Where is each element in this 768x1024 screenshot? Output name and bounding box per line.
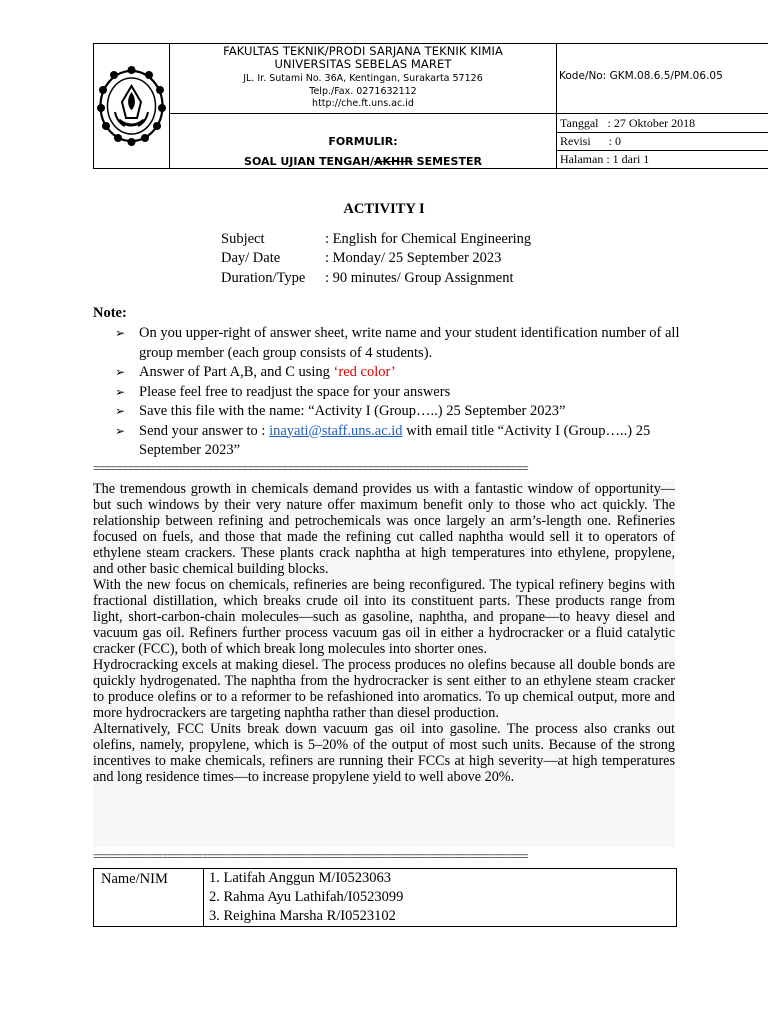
note-item: ➢ Send your answer to : inayati@staff.uns.ac.id with email title “Activity I (Group…..) 25 September 2023” bbox=[115, 422, 651, 458]
website: http://che.ft.uns.ac.id bbox=[312, 98, 414, 109]
member-entry[interactable]: 3. Reighina Marsha R/I0523102 bbox=[209, 908, 396, 924]
name-nim-label: Name/NIM bbox=[101, 871, 168, 887]
document-revision: Revisi : 0 bbox=[560, 134, 622, 148]
form-title bbox=[170, 132, 556, 172]
exam-title: SOAL UJIAN TENGAH/AKHIR SEMESTER bbox=[244, 155, 482, 168]
group-members-table bbox=[93, 868, 677, 927]
member-entry[interactable]: 1. Latifah Anggun M/I0523063 bbox=[209, 870, 392, 886]
document-date: Tanggal : 27 Oktober 2018 bbox=[560, 116, 696, 130]
document-code: Kode/No: GKM.08.6.5/PM.06.05 bbox=[559, 70, 723, 82]
member-list bbox=[209, 869, 403, 926]
note-item: ➢ Save this file with the name: “Activity I (Group…..) 25 September 2023” bbox=[115, 402, 695, 422]
institution-block bbox=[170, 45, 556, 111]
arrow-bullet-icon: ➢ bbox=[115, 404, 126, 418]
arrow-bullet-icon: ➢ bbox=[115, 384, 126, 399]
note-item: ➢ On you upper-right of answer sheet, write name and your student identification number of all group member (each group consists of 4 students). bbox=[115, 325, 680, 361]
separator-line: ============================================================================ bbox=[93, 462, 528, 474]
arrow-bullet-icon: ➢ bbox=[115, 365, 126, 379]
note-label: Note: bbox=[93, 305, 127, 321]
red-color-text: ‘red color’ bbox=[333, 364, 396, 380]
faculty-name: FAKULTAS TEKNIK/PRODI SARJANA TEKNIK KIMIA bbox=[223, 44, 503, 58]
address: JL. Ir. Sutami No. 36A, Kentingan, Surakarta 57126 bbox=[243, 73, 483, 84]
phone-fax: Telp./Fax. 0271632112 bbox=[309, 85, 417, 97]
document-page: Halaman : 1 dari 1 bbox=[560, 152, 650, 166]
info-key: Subject bbox=[221, 231, 265, 247]
info-key: Duration/Type bbox=[221, 270, 306, 286]
email-link[interactable]: inayati@staff.uns.ac.id bbox=[269, 422, 403, 439]
info-key: Day/ Date bbox=[221, 250, 281, 266]
passage-paragraph: Alternatively, FCC Units break down vacuum gas oil into gasoline. The process also cranks out olefins, namely, propylene, which is 5–20% of the output of most such units. Because of the strong incentives to make chemicals, refiners are running their FCCs at high severity—at high temperatures and long residence times—to increase propylene yield to well above 20%. bbox=[93, 721, 675, 785]
note-item: ➢ Please feel free to readjust the space for your answers bbox=[115, 383, 695, 403]
document-header-table bbox=[93, 43, 768, 169]
form-label: FORMULIR: bbox=[328, 135, 398, 148]
info-value: : English for Chemical Engineering bbox=[325, 231, 532, 247]
info-value: : 90 minutes/ Group Assignment bbox=[325, 270, 514, 286]
member-entry[interactable]: 2. Rahma Ayu Lathifah/I0523099 bbox=[209, 889, 404, 905]
arrow-bullet-icon: ➢ bbox=[115, 423, 126, 438]
struck-word: AKHIR bbox=[374, 155, 413, 168]
arrow-bullet-icon: ➢ bbox=[115, 326, 126, 340]
passage-paragraph: Hydrocracking excels at making diesel. The process produces no olefins because all double bonds are quickly hydrogenated. The naphtha from the hydrocracker is sent either to an ethylene steam cracker to produce olefins or to a reformer to be refashioned into aromatics. To up chemical output, more and more hydrocrackers are targeting naphtha rather than diesel production. bbox=[93, 657, 675, 721]
note-list bbox=[115, 324, 695, 461]
reading-passage bbox=[93, 481, 675, 847]
note-item: ➢ Answer of Part A,B, and C using ‘red color’ bbox=[115, 363, 695, 383]
passage-paragraph: The tremendous growth in chemicals demand provides us with a fantastic window of opportunity—but such windows by their very nature offer maximum benefit only to those who act quickly. The relationship between refining and petrochemicals was once largely an arm’s-length one. Refineries focused on fuels, and those that made the refining cut called naphtha would sell it to operators of ethylene steam crackers. These plants crack naphtha at high temperatures into ethylene, propylene, and other basic chemical building blocks. bbox=[93, 481, 675, 577]
passage-paragraph: With the new focus on chemicals, refineries are being reconfigured. The typical refinery begins with fractional distillation, which breaks crude oil into its constituent parts. These products range from light, short-carbon-chain molecules—such as gasoline, naphtha, and propane—to heavy diesel and vacuum gas oil. Refiners further process vacuum gas oil in either a hydrocracker or a fluid catalytic cracker (FCC), both of which break long molecules into shorter ones. bbox=[93, 577, 675, 657]
university-name: UNIVERSITAS SEBELAS MARET bbox=[274, 57, 452, 71]
info-value: : Monday/ 25 September 2023 bbox=[325, 250, 502, 266]
activity-title: ACTIVITY I bbox=[343, 201, 425, 217]
university-seal-logo bbox=[97, 66, 166, 146]
separator-line: ============================================================================ bbox=[93, 850, 528, 862]
